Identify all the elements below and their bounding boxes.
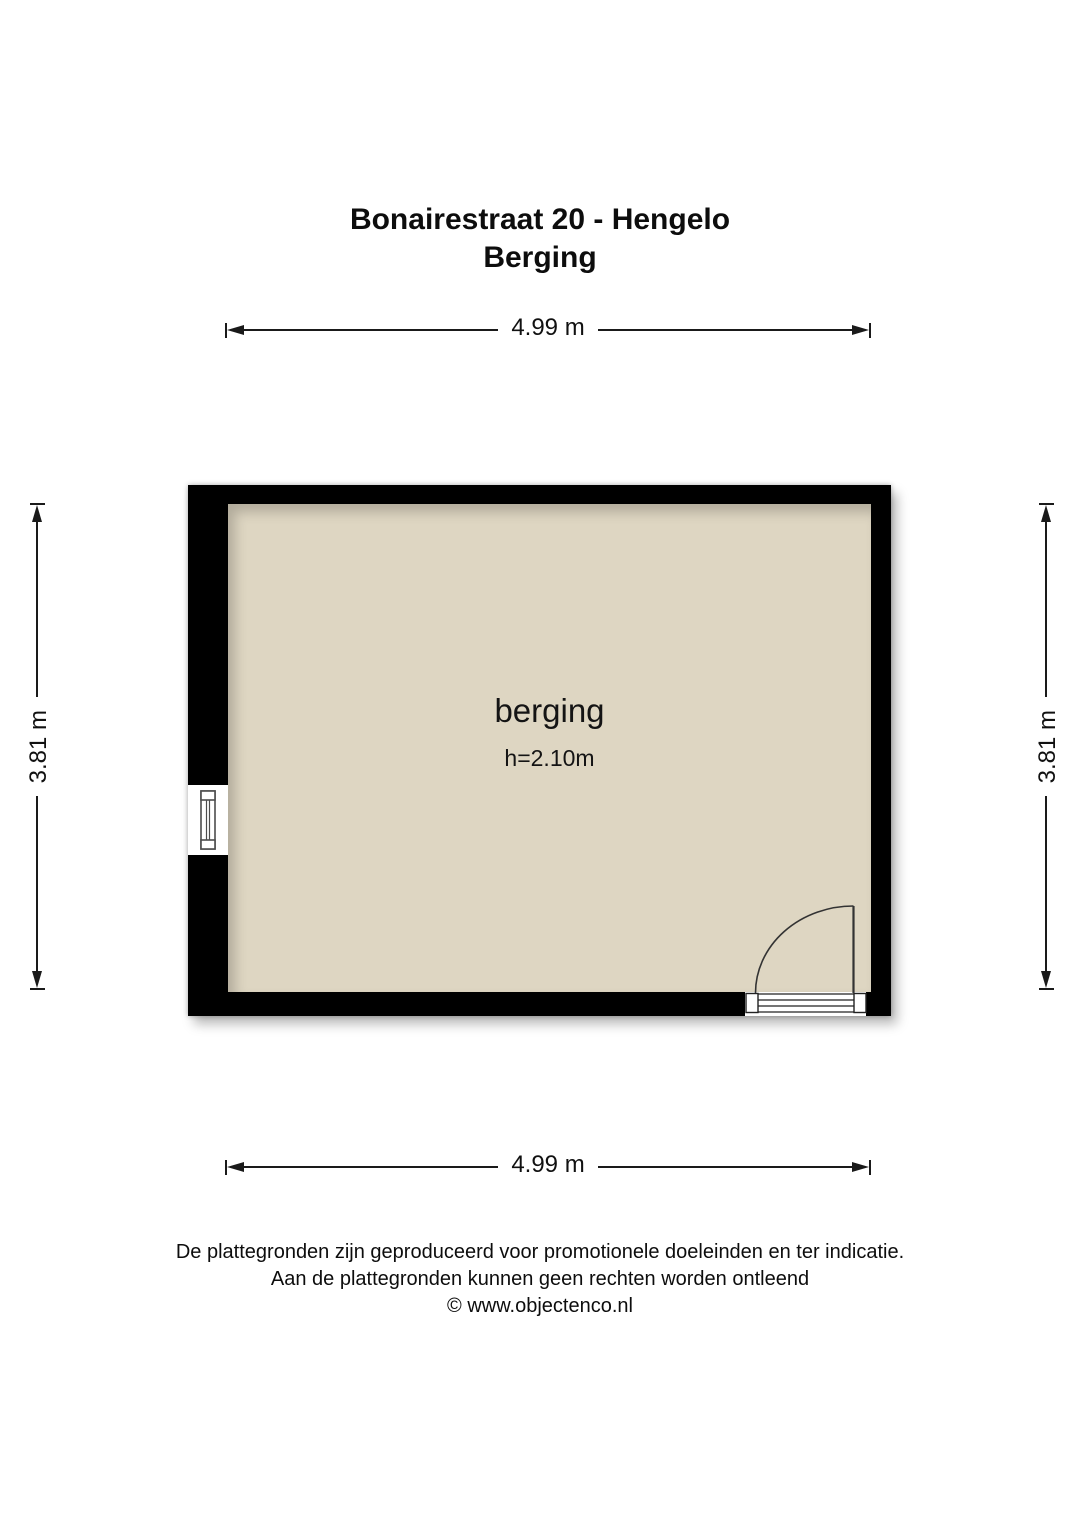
dimension-left (23, 503, 51, 990)
window-frame-cap-bottom (201, 840, 215, 849)
plan-openings-layer (188, 485, 891, 1016)
disclaimer-line-1: De plattegronden zijn geproduceerd voor promotionele doeleinden en ter indicatie. (175, 1241, 905, 1263)
dimension-bottom-label: 4.99 m (511, 1151, 585, 1178)
room-name-label: berging (494, 692, 605, 729)
arrow-up-icon (32, 505, 42, 522)
dim-line-segment (36, 522, 38, 697)
arrow-down-icon (32, 971, 42, 988)
door (745, 906, 866, 1016)
dim-line-segment (1045, 796, 1047, 971)
window (188, 785, 228, 855)
page-title (0, 201, 1080, 277)
arrow-left-icon (227, 325, 244, 335)
dimension-top (225, 316, 871, 344)
dim-end-tick (869, 1160, 871, 1175)
footer-disclaimer (0, 1239, 1080, 1320)
arrow-right-icon (852, 1162, 869, 1172)
disclaimer-line-2: Aan de plattegronden kunnen geen rechten worden ontleend (270, 1268, 810, 1290)
dim-end-tick (30, 988, 45, 990)
dim-line-segment (1045, 522, 1047, 697)
door-jamb-left (746, 994, 758, 1013)
building-outline (188, 485, 891, 1016)
title-room-type: Berging (483, 241, 597, 274)
room-ceiling-height-label: h=2.10m (504, 745, 595, 771)
arrow-up-icon (1041, 505, 1051, 522)
door-swing-arc (756, 906, 854, 993)
dim-line-segment (598, 1166, 852, 1168)
arrow-left-icon (227, 1162, 244, 1172)
arrow-down-icon (1041, 971, 1051, 988)
door-jamb-right (854, 994, 866, 1013)
dimension-right-label: 3.81 m (1034, 709, 1061, 784)
dimension-right (1032, 503, 1060, 990)
copyright-line: © www.objectenco.nl (447, 1295, 633, 1317)
dim-line-segment (244, 1166, 498, 1168)
dim-line-segment (244, 329, 498, 331)
dim-line-segment (36, 796, 38, 971)
dim-end-tick (869, 323, 871, 338)
dimension-left-label: 3.81 m (25, 709, 52, 784)
dimension-bottom (225, 1153, 871, 1181)
dim-line-segment (598, 329, 852, 331)
arrow-right-icon (852, 325, 869, 335)
title-address: Bonairestraat 20 - Hengelo (349, 203, 731, 236)
dim-end-tick (1039, 988, 1054, 990)
dimension-top-label: 4.99 m (511, 314, 585, 341)
window-frame-cap-top (201, 791, 215, 800)
